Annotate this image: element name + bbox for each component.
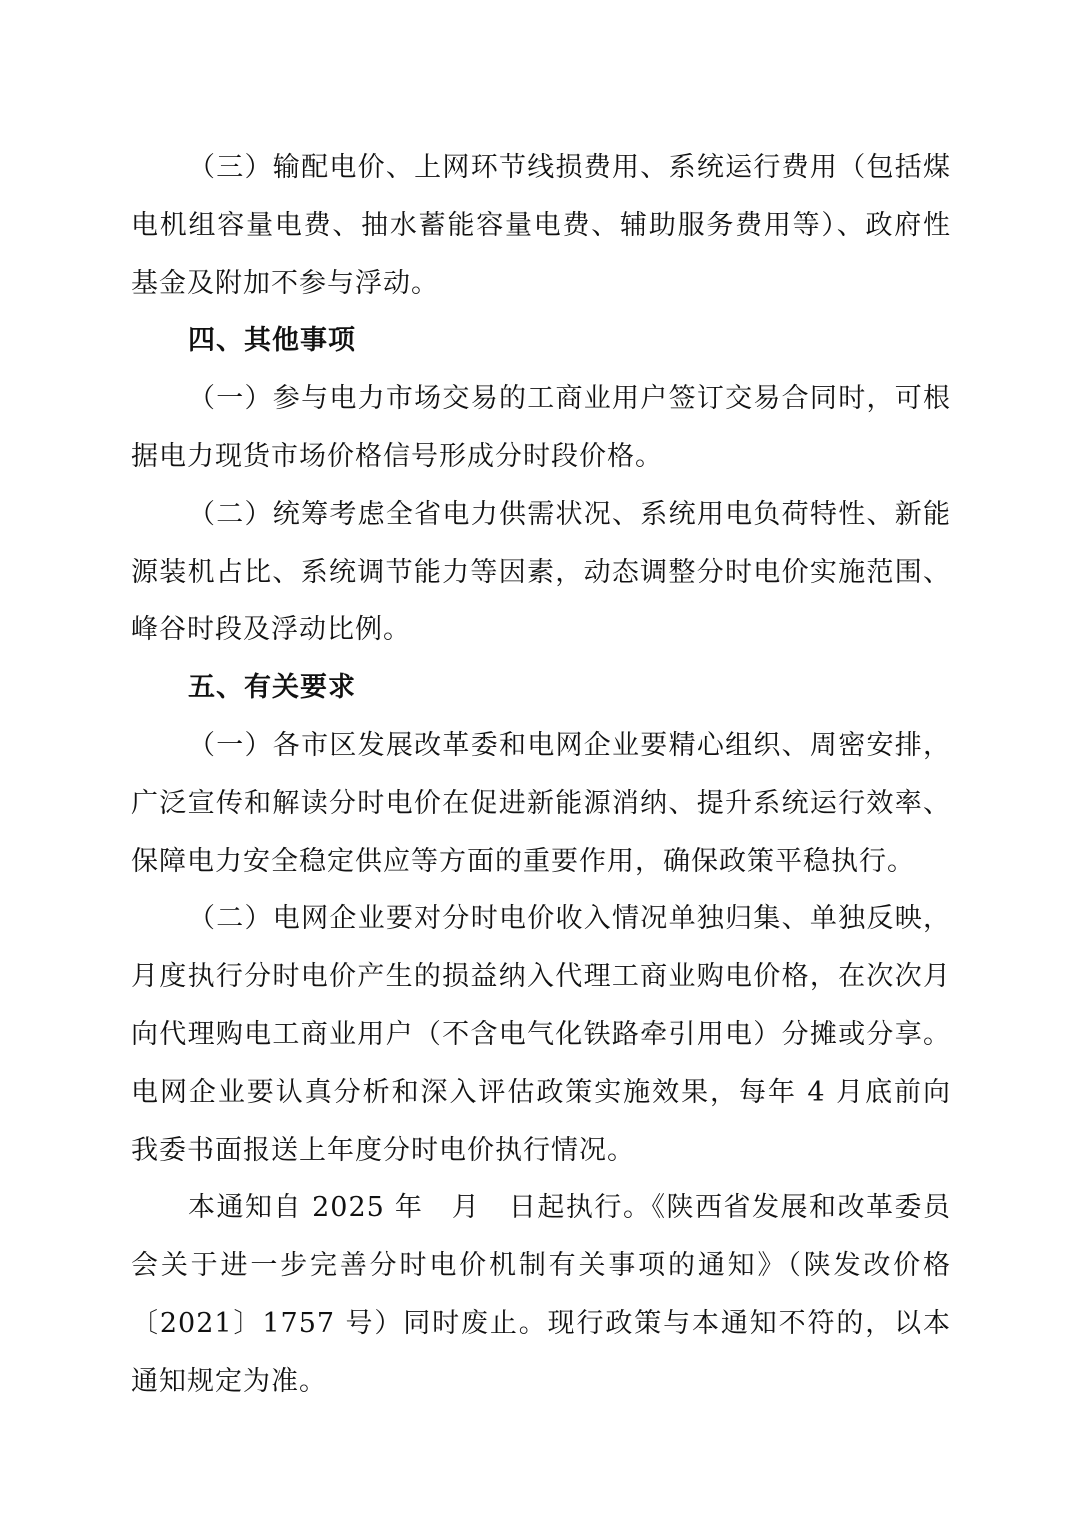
section-heading-other-matters: 四、其他事项 [188,325,356,357]
paragraph-4-1: （一）参与电力市场交易的工商业用户签订交易合同时，可根据电力现货市场价格信号形成分时段价格。 [131,383,951,472]
paragraph-effective-date: 本通知自 2025 年 月 日起执行。《陕西省发展和改革委员会关于进一步完善分时电价机制有关事项的通知》（陕发改价格〔2021〕1757 号）同时废止。现行政策与本通知不符的，以本通知规定为准。 [131,1192,951,1397]
section-heading-requirements: 五、有关要求 [188,672,356,704]
paragraph-4-2: （二）统筹考虑全省电力供需状况、系统用电负荷特性、新能源装机占比、系统调节能力等因素，动态调整分时电价实施范围、峰谷时段及浮动比例。 [131,498,951,646]
document-body [131,139,951,1411]
paragraph-5-1: （一）各市区发展改革委和电网企业要精心组织、周密安排，广泛宣传和解读分时电价在促进新能源消纳、提升系统运行效率、保障电力安全稳定供应等方面的重要作用，确保政策平稳执行。 [131,729,951,877]
paragraph-3-3: （三）输配电价、上网环节线损费用、系统运行费用（包括煤电机组容量电费、抽水蓄能容量电费、辅助服务费用等）、政府性基金及附加不参与浮动。 [131,152,951,299]
paragraph-5-2: （二）电网企业要对分时电价收入情况单独归集、单独反映，月度执行分时电价产生的损益纳入代理工商业购电价格，在次次月向代理购电工商业用户（不含电气化铁路牵引用电）分摊或分享。电网企业要认真分析和深入评估政策实施效果，每年 4 月底前向我委书面报送上年度分时电价执行情况。 [131,903,951,1166]
